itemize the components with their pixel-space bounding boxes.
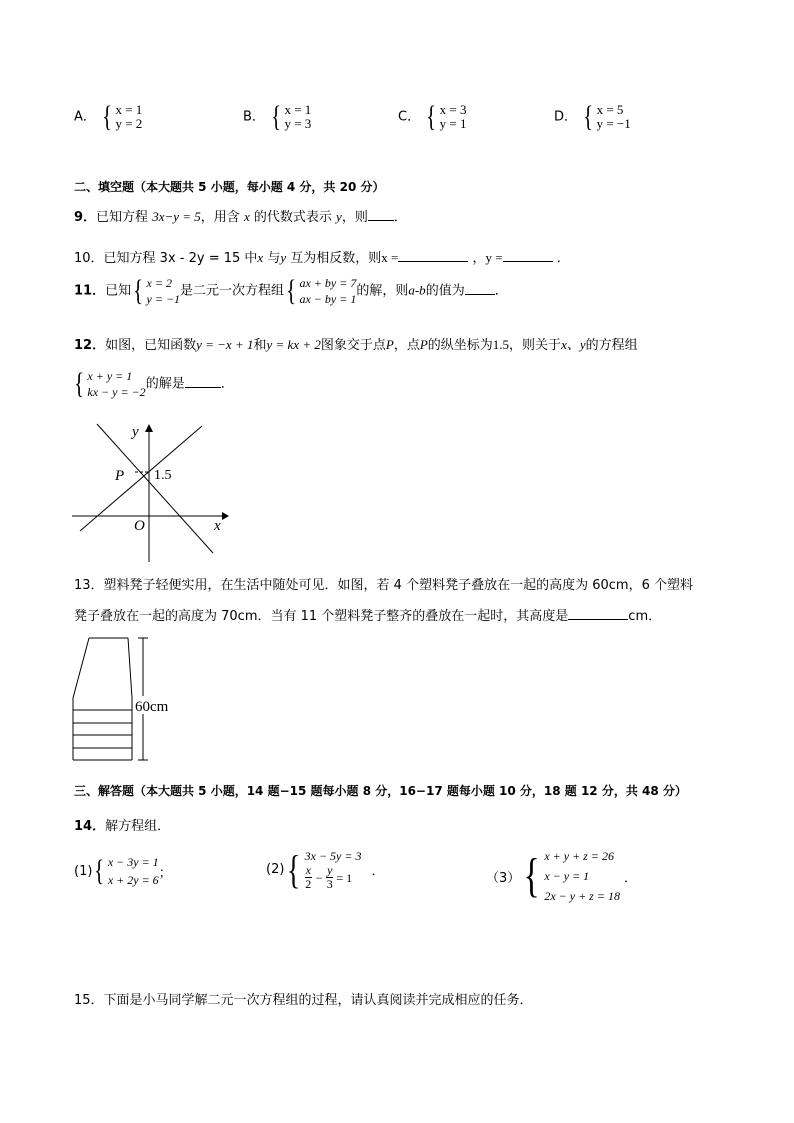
q12-value: 1.5 (492, 337, 510, 352)
option-label: B． (243, 109, 265, 125)
q11-solution-y: y = −1 (146, 292, 181, 306)
eq2: y = 2 (115, 116, 143, 131)
option-label: D． (554, 109, 578, 125)
q14-part-3 (486, 846, 637, 906)
x-axis-label: x (214, 518, 221, 534)
brace: { (426, 100, 437, 133)
brace: { (523, 849, 540, 902)
q9-text: ，用含 (200, 210, 240, 225)
q12-text: 图象交于点 (320, 338, 386, 353)
q11-solution-x: x = 2 (146, 276, 172, 290)
q11-text: 是二元一次方程组 (180, 283, 285, 299)
line-y-neg-x-plus-1 (97, 424, 213, 553)
part-label: (2) (266, 862, 285, 877)
line-y-kx-plus-2 (80, 426, 202, 531)
answer-blank-y[interactable] (503, 261, 553, 262)
question-number: 9． (74, 210, 97, 225)
eq1: x = 1 (115, 102, 143, 117)
eq2: y = −1 (596, 116, 631, 131)
question-10 (74, 247, 570, 266)
y-axis-arrow (145, 424, 153, 432)
q12-text: ，则关于 (509, 338, 562, 353)
frac-den: 3 (326, 877, 333, 891)
punct: ； (158, 865, 172, 881)
brace: { (583, 100, 594, 133)
q12-vars: x、y (561, 337, 586, 352)
q13-text: 凳子叠放在一起的高度为 70cm．当有 11 个塑料凳子整齐的叠放在一起时，其高度是 (74, 609, 569, 624)
answer-blank[interactable] (568, 619, 628, 620)
q11-system-eq2: ax − by = 1 (299, 292, 357, 306)
eq2: y = 3 (284, 116, 312, 131)
q10-text: 互为相反数，则 (290, 251, 382, 266)
stool-right-leg (128, 638, 132, 698)
q10-text: ． (556, 251, 570, 266)
eq1: x − 3y = 1 (107, 855, 159, 869)
q11-system-eq1: ax + by = 7 (299, 276, 357, 290)
answer-blank[interactable] (185, 387, 221, 388)
q14-part-2 (266, 848, 385, 891)
q12-function-2: y = kx + 2 (266, 337, 321, 352)
point-p-label: P (115, 468, 125, 484)
q12-text: 的方程组 (585, 338, 638, 353)
brace: { (271, 100, 282, 133)
q11-text: 的解，则 (356, 283, 409, 299)
question-15: 15．下面是小马同学解二元一次方程组的过程，请认真阅读并完成相应的任务． (74, 993, 533, 1008)
question-13-line-2 (74, 605, 661, 624)
punct: ． (623, 870, 637, 886)
q10-text: x = (381, 250, 399, 265)
option-label: C． (398, 109, 421, 125)
question-number: 12． (74, 338, 106, 353)
eq2: x − y = 1 (544, 869, 590, 883)
frac-den: 2 (305, 877, 312, 891)
brace: { (102, 100, 113, 133)
q9-text: ，则 (341, 210, 368, 225)
q13-text: 塑料凳子轻便实用，在生活中随处可见．如图，若 4 个塑料凳子叠放在一起的高度为 60cm，6 个塑料 (103, 578, 693, 593)
eq1: x = 3 (439, 102, 467, 117)
eq2: $\frac{x}{2}$ − $\frac{y}{3}$ = 1 (305, 863, 353, 891)
q14-title: 解方程组． (105, 819, 171, 834)
q8-option-a (74, 102, 142, 132)
brace: { (287, 846, 301, 892)
q11-expression: a-b (408, 282, 426, 298)
q10-text: 已知方程 3x - 2y = 15 中 (103, 251, 258, 266)
q9-var-y: y (336, 209, 342, 224)
q8-option-d (554, 102, 631, 132)
q12-system-eq2: kx − y = −2 (87, 385, 146, 399)
q9-var-x: x (243, 209, 250, 224)
eq1: 3x − 5y = 3 (304, 849, 362, 863)
answer-blank-x[interactable] (398, 261, 468, 262)
q12-system-eq1: x + y = 1 (87, 369, 133, 383)
brace: { (133, 274, 144, 307)
function-graph (66, 420, 231, 565)
q9-equation: 3x−y = 5 (152, 209, 201, 224)
eq3: 2x − y + z = 18 (544, 889, 620, 903)
eq2: y = 1 (439, 116, 467, 131)
y-axis-label: y (132, 424, 139, 440)
q12-point-p: P (385, 337, 394, 352)
question-12-system (72, 368, 234, 400)
frac-num: x (305, 863, 311, 877)
q11-text: ． (494, 283, 508, 299)
question-12 (74, 334, 638, 353)
eq1: x = 5 (596, 102, 624, 117)
stool-stack-figure (68, 632, 188, 767)
q13-text: cm． (628, 609, 662, 624)
q11-text: 的值为 (425, 283, 465, 299)
question-number: 14． (74, 819, 106, 834)
brace: { (74, 367, 85, 400)
x-axis-arrow (222, 512, 229, 520)
q12-text: 的纵坐标为 (427, 338, 493, 353)
q8-option-b (243, 102, 311, 132)
question-9 (74, 206, 407, 225)
q10-text: y = (485, 250, 503, 265)
q10-var-y: y (280, 250, 287, 265)
q12-text: 和 (253, 338, 267, 353)
q10-text: 与 (267, 251, 281, 266)
q11-text: 已知 (105, 283, 132, 299)
answer-blank[interactable] (368, 220, 394, 221)
q9-text: ． (393, 210, 407, 225)
q10-var-x: x (257, 250, 264, 265)
eq1: x = 1 (284, 102, 312, 117)
q12-function-1: y = −x + 1 (196, 337, 254, 352)
question-number: 10． (74, 251, 104, 266)
height-label: 60cm (135, 699, 169, 715)
frac-num: y (327, 863, 333, 877)
q9-text: 的代数式表示 (253, 210, 332, 225)
punct: ． (371, 864, 385, 879)
brace: { (94, 854, 105, 887)
q12-point-p: P (419, 337, 428, 352)
section-3-title: 三、解答题（本大题共 5 小题，14 题−15 题每小题 8 分，16−17 题每小题 10 分，18 题 12 分，共 48 分） (74, 784, 687, 798)
question-13-line-1 (74, 574, 693, 593)
question-11 (74, 275, 508, 307)
q9-text: 已知方程 (96, 210, 149, 225)
origin-label: O (134, 518, 145, 534)
q12-text: ． (220, 376, 234, 392)
q12-text: ，点 (393, 338, 420, 353)
question-number: 13． (74, 578, 104, 593)
part-label: (1) (74, 863, 93, 879)
q14-part-1 (74, 853, 172, 889)
eq-rhs: = 1 (336, 870, 353, 885)
answer-blank[interactable] (465, 294, 495, 295)
stool-left-leg (73, 638, 89, 698)
q8-option-c (398, 102, 466, 132)
q12-text: 如图，已知函数 (105, 338, 197, 353)
value-label: 1.5 (154, 468, 172, 483)
brace: { (286, 274, 297, 307)
q10-text: ， (472, 251, 486, 266)
eq2: x + 2y = 6 (107, 873, 159, 887)
q12-text: 的解是 (145, 376, 185, 392)
question-14 (74, 815, 170, 834)
question-number: 11． (74, 283, 106, 299)
section-2-title: 二、填空题（本大题共 5 小题，每小题 4 分，共 20 分） (74, 180, 385, 194)
option-label: A． (74, 109, 96, 125)
part-label: （3） (486, 870, 521, 886)
eq1: x + y + z = 26 (544, 849, 614, 863)
